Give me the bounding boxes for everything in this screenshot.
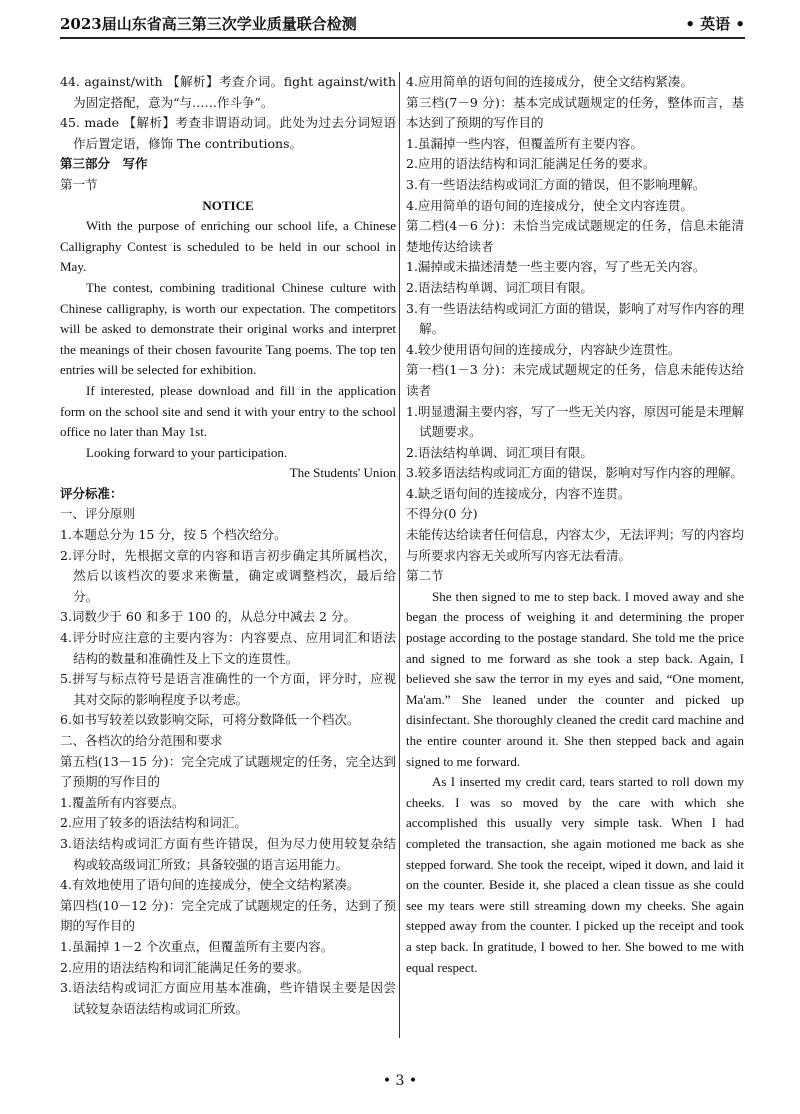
subject-label: • 英语 •	[685, 15, 745, 33]
part3-heading: 第三部分 写作	[60, 156, 148, 172]
level2-item: 4.较少使用语句间的连接成分，内容缺少连贯性。	[406, 341, 681, 357]
right-column	[406, 72, 744, 978]
level4-item: 1.虽漏掉 1－2 个次重点，但覆盖所有主要内容。	[60, 938, 334, 954]
level1-item: 3.较多语法结构或词汇方面的错误，影响对写作内容的理解。	[406, 465, 743, 481]
level5-item: 3.语法结构或词汇方面有些许错误，但为尽力使用较复杂结构或较高级词汇所致；具备较强的语言运用能力。	[60, 835, 396, 872]
level4-item: 2.应用的语法结构和词汇能满足任务的要求。	[60, 959, 310, 975]
notice-paragraph: With the purpose of enriching our school life, a Chinese Calligraphy Contest is scheduled to be held in our school in May.	[60, 218, 396, 275]
level5-item: 2.应用了较多的语法结构和词汇。	[60, 815, 247, 831]
level5-item: 1.覆盖所有内容要点。	[60, 794, 185, 810]
left-column	[60, 72, 396, 1019]
principle-item: 6.如书写较差以致影响交际，可将分数降低一个档次。	[60, 712, 360, 728]
principle-item: 5.拼写与标点符号是语言准确性的一个方面，评分时，应视其对交际的影响程度予以考虑。	[60, 671, 396, 707]
page-header	[60, 6, 745, 39]
story-paragraph: She then signed to me to step back. I moved away and she began the process of weighing it and determining the proper postage according to the postage standard. She told me the price and signed to me forward as she took a step back. Again, I believed she saw the terror in my eyes and said, “One moment, Ma'am.” She leaned under the counter and picked up disinfectant. She thoroughly cleaned the credit card machine and the entire counter around it. She then stepped back and again signed to me forward.	[406, 588, 744, 769]
level3-item: 1.虽漏掉一些内容，但覆盖所有主要内容。	[406, 135, 643, 151]
page-number: • 3 •	[382, 1073, 418, 1089]
notice-title: NOTICE	[202, 197, 254, 213]
principle-item: 4.评分时应注意的主要内容为：内容要点、应用词汇和语法结构的数量和准确性及上下文的连贯性。	[60, 630, 396, 666]
level2-item: 2.语法结构单调、词汇项目有限。	[406, 279, 593, 295]
section1-heading: 第一节	[60, 176, 98, 192]
level3-heading: 第三档(7－9 分)：基本完成试题规定的任务，整体而言，基本达到了预期的写作目的	[406, 94, 744, 131]
principle-item: 3.词数少于 60 和多于 100 的，从总分中减去 2 分。	[60, 609, 356, 625]
level3-item: 4.应用简单的语句间的连接成分，使全文内容连贯。	[406, 197, 693, 213]
notice-signature: The Students' Union	[289, 465, 396, 481]
level1-item: 4.缺乏语句间的连接成分，内容不连贯。	[406, 485, 631, 501]
level2-item: 3.有一些语法结构或词汇方面的错误，影响了对写作内容的理解。	[406, 300, 744, 337]
level3-item: 3.有一些语法结构或词汇方面的错误，但不影响理解。	[406, 176, 706, 192]
section2-heading: 第二节	[406, 568, 444, 584]
exam-title: 2023届山东省高三第三次学业质量联合检测	[60, 15, 357, 33]
level4-item: 4.应用简单的语句间的连接成分，使全文结构紧凑。	[406, 74, 693, 89]
notice-closing: Looking forward to your participation.	[86, 444, 288, 460]
level5-item: 4.有效地使用了语句间的连接成分，使全文结构紧凑。	[60, 877, 360, 893]
answer-44: 44. against/with 【解析】考查介词。fight against/with为固定搭配，意为“与……作斗争”。	[60, 74, 396, 110]
answer-45: 45. made 【解析】考查非谓语动词。此处为过去分词短语作后置定语，修饰 The contributions。	[60, 115, 396, 151]
notice-paragraph: If interested, please download and fill in the application form on the school site and send it with your entry to the school office no later than May 1st.	[60, 382, 396, 440]
zero-score-desc: 未能传达给读者任何信息，内容太少，无法评判；写的内容均与所要求内容无关或所写内容无法看清。	[406, 527, 744, 563]
column-divider	[399, 72, 400, 1038]
level4-heading: 第四档(10－12 分)：完全完成了试题规定的任务，达到了预期的写作目的	[60, 897, 396, 934]
level1-item: 1.明显遗漏主要内容，写了一些无关内容，原因可能是未理解试题要求。	[406, 403, 744, 440]
zero-score-heading: 不得分(0 分)	[406, 506, 478, 522]
level2-item: 1.漏掉或未描述清楚一些主要内容，写了些无关内容。	[406, 259, 706, 275]
principle-item: 2.评分时，先根据文章的内容和语言初步确定其所属档次，然后以该档次的要求来衡量，确定或调整档次，最后给分。	[60, 547, 396, 604]
level4-item: 3.语法结构或词汇方面应用基本准确，些许错误主要是因尝试较复杂语法结构或词汇所致。	[60, 980, 396, 1016]
level1-heading: 第一档(1－3 分)：未完成试题规定的任务，信息未能传达给读者	[406, 362, 744, 398]
story-paragraph: As I inserted my credit card, tears started to roll down my cheeks. I was so moved by the care with which she accomplished this usually very simple task. When I had completed the transaction, she again motioned me back as she stepped forward. She took the receipt, wiped it down, and laid it on the counter. Beside it, she placed a clean tissue as she could see my tears were still streaming down my cheeks. She again stepped away from the counter. I picked up the receipt and took a step back. In gratitude, I bowed to her. She bowed to me with equal respect.	[406, 774, 744, 975]
grading-title: 评分标准：	[60, 485, 123, 501]
level3-item: 2.应用的语法结构和词汇能满足任务的要求。	[406, 156, 656, 172]
notice-paragraph: The contest, combining traditional Chinese culture with Chinese calligraphy, is worth our expectation. The competitors will be asked to demonstrate their original works and interpret the meanings of their chosen favourite Tang poems. The top ten entries will be selected for exhibition.	[60, 279, 396, 378]
principle-item: 1.本题总分为 15 分，按 5 个档次给分。	[60, 527, 287, 543]
principles-heading: 一、评分原则	[60, 506, 136, 522]
level2-heading: 第二档(4－6 分)：未恰当完成试题规定的任务，信息未能清楚地传达给读者	[406, 218, 744, 254]
level1-item: 2.语法结构单调、词汇项目有限。	[406, 444, 593, 460]
level5-heading: 第五档(13－15 分)：完全完成了试题规定的任务，完全达到了预期的写作目的	[60, 753, 396, 790]
levels-heading: 二、各档次的给分范围和要求	[60, 733, 223, 748]
